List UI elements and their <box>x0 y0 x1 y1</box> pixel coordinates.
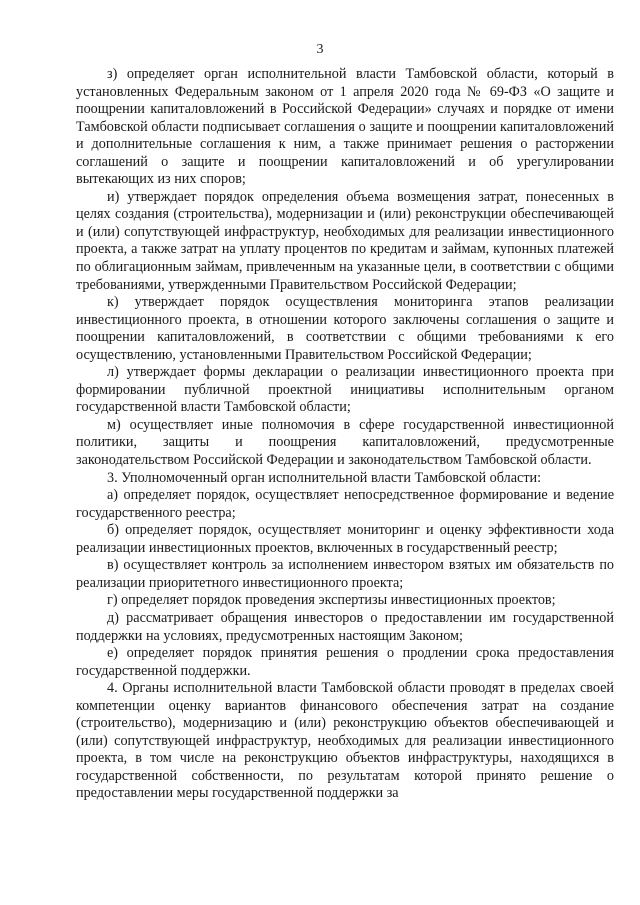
paragraph-b: б) определяет порядок, осуществляет мониторинг и оценку эффективности хода реализации инвестиционных проектов, включенных в государственный реестр; <box>76 522 614 556</box>
paragraph-k: к) утверждает порядок осуществления мониторинга этапов реализации инвестиционного проекта, в отношении которого заключены соглашения о защите и поощрении капиталовложений, в соответствии с общими требованиями к его осуществлению, установленными Правительством Российской Федерации; <box>76 294 614 363</box>
page-number: 3 <box>316 42 324 57</box>
paragraph-i: и) утверждает порядок определения объема возмещения затрат, понесенных в целях создания (строительства), модернизации и (или) реконструкции обеспечивающей и (или) сопутствующей инфраструктур, необходимых для реализации инвестиционного проекта, а также затрат на уплату процентов по кредитам и займам, купонных платежей по облигационным займам, привлеченным на указанные цели, в соответствии с общими требованиями, утвержденными Правительством Российской Федерации; <box>76 188 614 293</box>
paragraph-m: м) осуществляет иные полномочия в сфере государственной инвестиционной политики, защиты и поощрения капиталовложений, предусмотренные законодательством Российской Федерации и законодательством Тамбовской области. <box>76 416 614 469</box>
paragraph-g: г) определяет порядок проведения экспертизы инвестиционных проектов; <box>107 592 556 609</box>
section-4-paragraph: 4. Органы исполнительной власти Тамбовской области проводят в пределах своей компетенции оценку вариантов финансового обеспечения затрат на создание (строительство), модернизацию и (или) реконструкцию объектов обеспечивающей и (или) сопутствующей инфраструктур, необходимых для реализации инвестиционного проекта, в том числе на реконструкцию объектов инфраструктуры, находящихся в государственной собственности, по результатам которой принято решение о предоставлении меры государственной поддержки за <box>76 680 614 802</box>
paragraph-l: л) утверждает формы декларации о реализации инвестиционного проекта при формировании публичной проектной инициативы исполнительным органом государственной власти Тамбовской области; <box>76 364 614 416</box>
paragraph-v: в) осуществляет контроль за исполнением инвестором взятых им обязательств по реализации приоритетного инвестиционного проекта; <box>76 557 614 591</box>
section-3-heading: 3. Уполномоченный орган исполнительной власти Тамбовской области: <box>107 469 542 486</box>
paragraph-z: з) определяет орган исполнительной власти Тамбовской области, который в установленных Федеральным законом от 1 апреля 2020 года № 69-ФЗ «О защите и поощрении капиталовложений в Российской Федерации» случаях и порядке от имени Тамбовской области подписывает соглашения о защите и поощрении капиталовложений и дополнительные соглашения к ним, а также принимает решения о расторжении соглашений о защите и поощрении капиталовложений и об урегулировании вытекающих из них споров; <box>76 66 614 188</box>
paragraph-e: е) определяет порядок принятия решения о продлении срока предоставления государственной поддержки. <box>76 645 614 679</box>
paragraph-a: а) определяет порядок, осуществляет непосредственное формирование и ведение государственного реестра; <box>76 487 614 521</box>
document-body <box>76 66 614 803</box>
paragraph-d: д) рассматривает обращения инвесторов о предоставлении им государственной поддержки на условиях, предусмотренных настоящим Законом; <box>76 609 614 644</box>
